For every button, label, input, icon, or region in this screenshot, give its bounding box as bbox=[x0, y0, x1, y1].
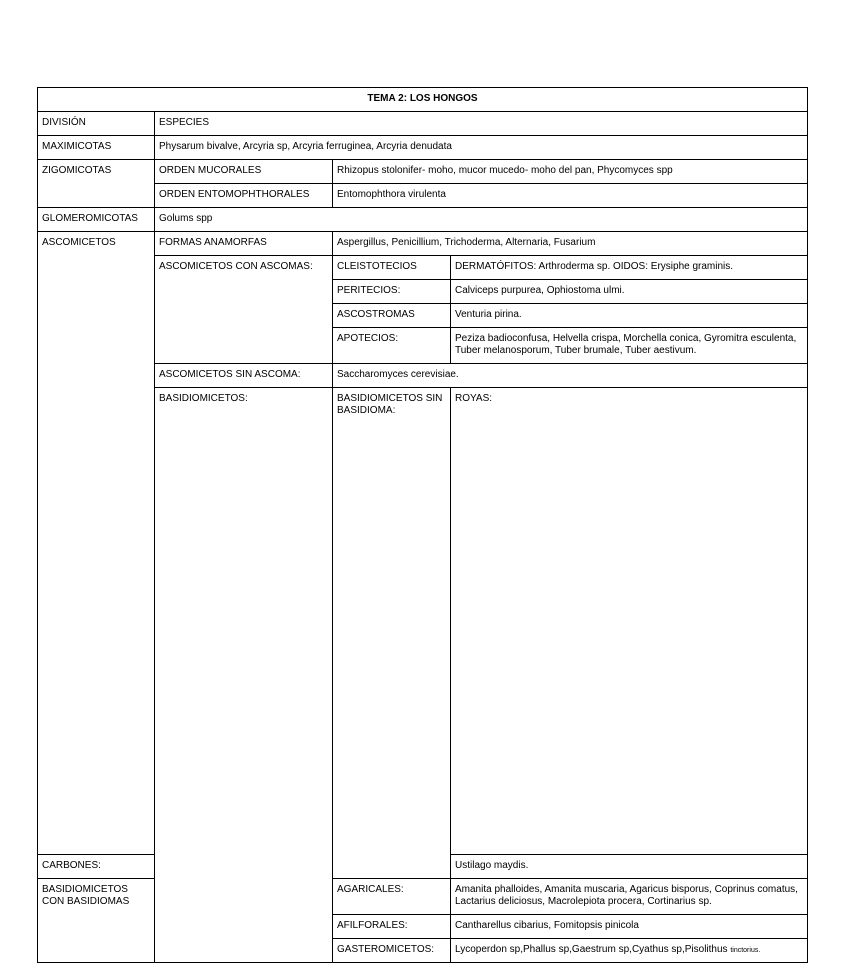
fungi-table bbox=[37, 87, 808, 963]
type-cell: AFILFORALES: bbox=[333, 915, 451, 939]
species-cell: Rhizopus stolonifer- moho, mucor mucedo- moho del pan, Phycomyces spp bbox=[333, 160, 808, 184]
table-row bbox=[38, 208, 808, 232]
title-row bbox=[38, 88, 808, 112]
type-cell: APOTECIOS: bbox=[333, 328, 451, 364]
species-cell: Entomophthora virulenta bbox=[333, 184, 808, 208]
species-cell: Venturia pirina. bbox=[451, 304, 808, 328]
header-division: DIVISIÓN bbox=[38, 112, 155, 136]
species-cell: Cantharellus cibarius, Fomitopsis pinicola bbox=[451, 915, 808, 939]
table-row bbox=[38, 879, 808, 915]
type-cell: AGARICALES: bbox=[333, 879, 451, 915]
division-cell: ZIGOMICOTAS bbox=[38, 160, 155, 208]
header-especies: ESPECIES bbox=[155, 112, 808, 136]
group-cell: FORMAS ANAMORFAS bbox=[155, 232, 333, 256]
species-cell: Physarum bivalve, Arcyria sp, Arcyria ferruginea, Arcyria denudata bbox=[155, 136, 808, 160]
type-cell: CLEISTOTECIOS bbox=[333, 256, 451, 280]
type-cell: GASTEROMICETOS: bbox=[333, 939, 451, 963]
table-title: TEMA 2: LOS HONGOS bbox=[38, 88, 808, 112]
table-row bbox=[38, 160, 808, 184]
table-row bbox=[38, 136, 808, 160]
type-cell: ROYAS: bbox=[451, 388, 808, 855]
species-cell bbox=[451, 939, 808, 963]
type-cell: PERITECIOS: bbox=[333, 280, 451, 304]
species-small-text: tinctorius. bbox=[730, 947, 761, 954]
order-cell: ORDEN ENTOMOPHTHORALES bbox=[155, 184, 333, 208]
group-cell: ASCOMICETOS CON ASCOMAS: bbox=[155, 256, 333, 364]
type-cell: ASCOSTROMAS bbox=[333, 304, 451, 328]
group-cell: BASIDIOMICETOS SIN BASIDIOMA: bbox=[333, 388, 451, 879]
species-cell: Aspergillus, Penicillium, Trichoderma, Alternaria, Fusarium bbox=[333, 232, 808, 256]
species-cell: Peziza badioconfusa, Helvella crispa, Morchella conica, Gyromitra esculenta, Tuber melanosporum, Tuber brumale, Tuber aestivum. bbox=[451, 328, 808, 364]
species-cell: Amanita phalloides, Amanita muscaria, Agaricus bisporus, Coprinus comatus, Lactarius deliciosus, Macrolepiota procera, Cortinarius sp. bbox=[451, 879, 808, 915]
species-cell: Calviceps purpurea, Ophiostoma ulmi. bbox=[451, 280, 808, 304]
species-cell: Saccharomyces cerevisiae. bbox=[333, 364, 808, 388]
group-cell: BASIDIOMICETOS CON BASIDIOMAS bbox=[38, 879, 155, 963]
species-cell: DERMATÓFITOS: Arthroderma sp. OIDOS: Erysiphe graminis. bbox=[451, 256, 808, 280]
division-cell: MAXIMICOTAS bbox=[38, 136, 155, 160]
species-cell: Ustilago maydis. bbox=[451, 855, 808, 879]
division-cell: ASCOMICETOS bbox=[38, 232, 155, 855]
species-text: Lycoperdon sp,Phallus sp,Gaestrum sp,Cyathus sp,Pisolithus bbox=[455, 944, 728, 955]
type-cell: CARBONES: bbox=[38, 855, 155, 879]
table-row bbox=[38, 232, 808, 256]
division-cell: GLOMEROMICOTAS bbox=[38, 208, 155, 232]
division-cell: BASIDIOMICETOS: bbox=[155, 388, 333, 963]
header-row bbox=[38, 112, 808, 136]
species-cell: Golums spp bbox=[155, 208, 808, 232]
group-cell: ASCOMICETOS SIN ASCOMA: bbox=[155, 364, 333, 388]
order-cell: ORDEN MUCORALES bbox=[155, 160, 333, 184]
